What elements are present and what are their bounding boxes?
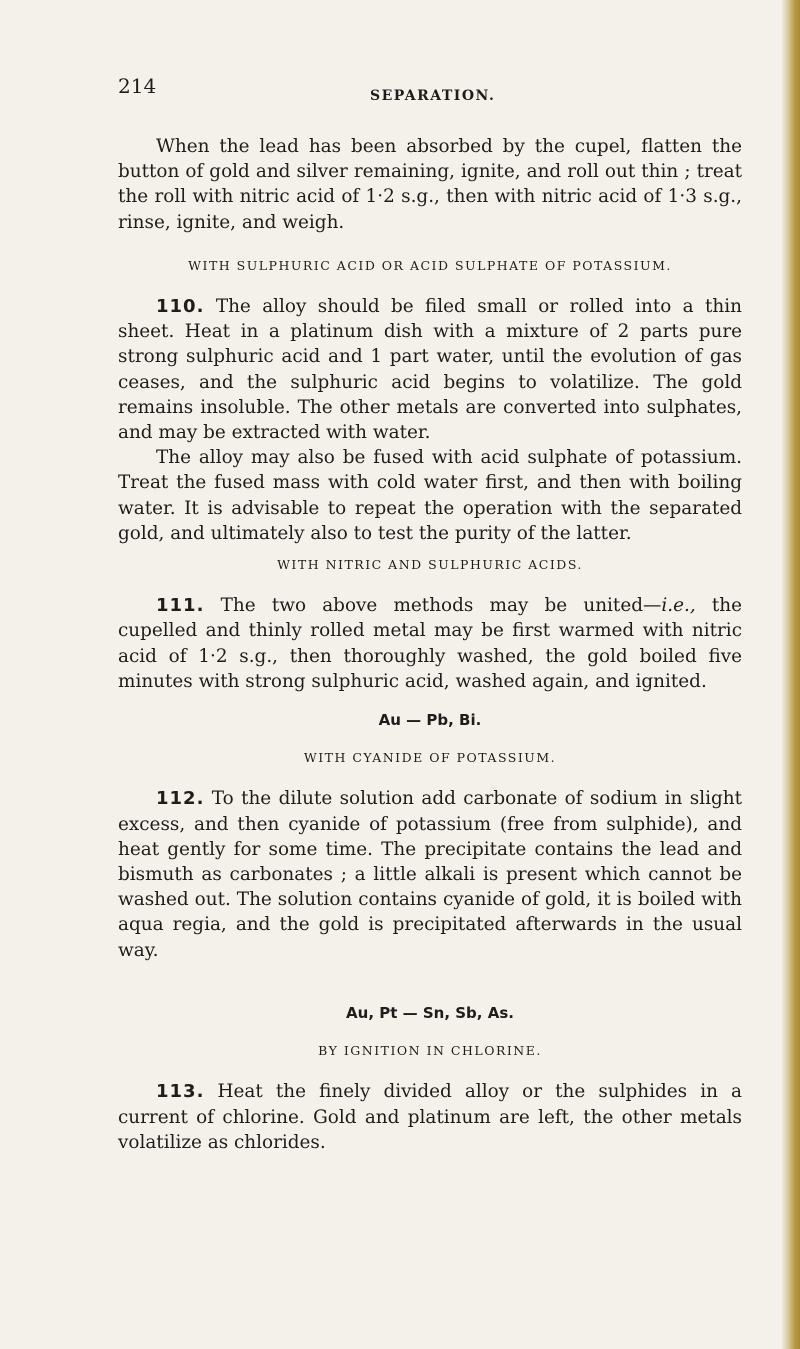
paragraph-number-112: 112. bbox=[156, 788, 205, 810]
body-text bbox=[118, 134, 742, 1155]
formula-au-pb-bi: Au — Pb, Bi. bbox=[378, 711, 482, 730]
paragraph-110 bbox=[118, 294, 742, 445]
running-title: SEPARATION. bbox=[370, 88, 496, 104]
paragraph-111-italic: i.e., bbox=[661, 595, 696, 617]
running-head bbox=[118, 74, 738, 104]
page-edge bbox=[782, 0, 800, 1349]
page-number: 214 bbox=[118, 74, 157, 98]
paragraph-110-continued: The alloy may also be fused with acid sulphate of potassium. Treat the fused mass with cold water first, and then with boiling water. It is advisable to repeat the operation with the separated gold, and ultimately also to test the purity of the latter. bbox=[118, 447, 742, 544]
formula-au-pt-sn-sb-as: Au, Pt — Sn, Sb, As. bbox=[346, 1003, 514, 1022]
paragraph-111 bbox=[118, 593, 742, 694]
section-heading-chlorine: BY IGNITION IN CHLORINE. bbox=[318, 1043, 542, 1059]
paragraph-112 bbox=[118, 786, 742, 962]
paragraph-number-110: 110. bbox=[156, 296, 205, 318]
section-heading-cyanide: WITH CYANIDE OF POTASSIUM. bbox=[303, 750, 557, 766]
paragraph-113-text: Heat the finely divided alloy or the sulphides in a current of chlorine. Gold and platinum are left, the other metals volatilize as chlorides. bbox=[118, 1081, 742, 1153]
paragraph-number-113: 113. bbox=[156, 1081, 205, 1103]
paragraph-111-text-end: the cupelled and thinly rolled metal may be first warmed with nitric acid of 1·2 s.g., then thoroughly washed, the gold boiled five minutes with strong sulphuric acid, washed again, and ignited. bbox=[118, 595, 742, 692]
paragraph-113 bbox=[118, 1079, 742, 1155]
section-heading-nitric-sulphuric: WITH NITRIC AND SULPHURIC ACIDS. bbox=[277, 557, 583, 573]
paragraph-111-text-start: The two above methods may be united— bbox=[220, 595, 662, 617]
intro-paragraph: When the lead has been absorbed by the cupel, flatten the button of gold and silver remaining, ignite, and roll out thin ; treat the roll with nitric acid of 1·2 s.g., then with nitric acid of 1·3 s.g., rinse, ignite, and weigh. bbox=[118, 136, 742, 233]
paragraph-number-111: 111. bbox=[156, 595, 205, 617]
paragraph-112-text: To the dilute solution add carbonate of sodium in slight excess, and then cyanide of potassium (free from sulphide), and heat gently for some time. The precipitate contains the lead and bismuth as carbonates ; a little alkali is present which cannot be washed out. The solution contains cyanide of gold, it is boiled with aqua regia, and the gold is precipitated afterwards in the usual way. bbox=[118, 788, 742, 961]
paragraph-110-text: The alloy should be filed small or rolled into a thin sheet. Heat in a platinum dish with a mixture of 2 parts pure strong sulphuric acid and 1 part water, until the evolution of gas ceases, and the sulphuric acid begins to volatilize. The gold remains insoluble. The other metals are converted into sulphates, and may be extracted with water. bbox=[118, 296, 742, 444]
section-heading-sulphuric: WITH SULPHURIC ACID OR ACID SULPHATE OF POTASSIUM. bbox=[188, 257, 672, 273]
